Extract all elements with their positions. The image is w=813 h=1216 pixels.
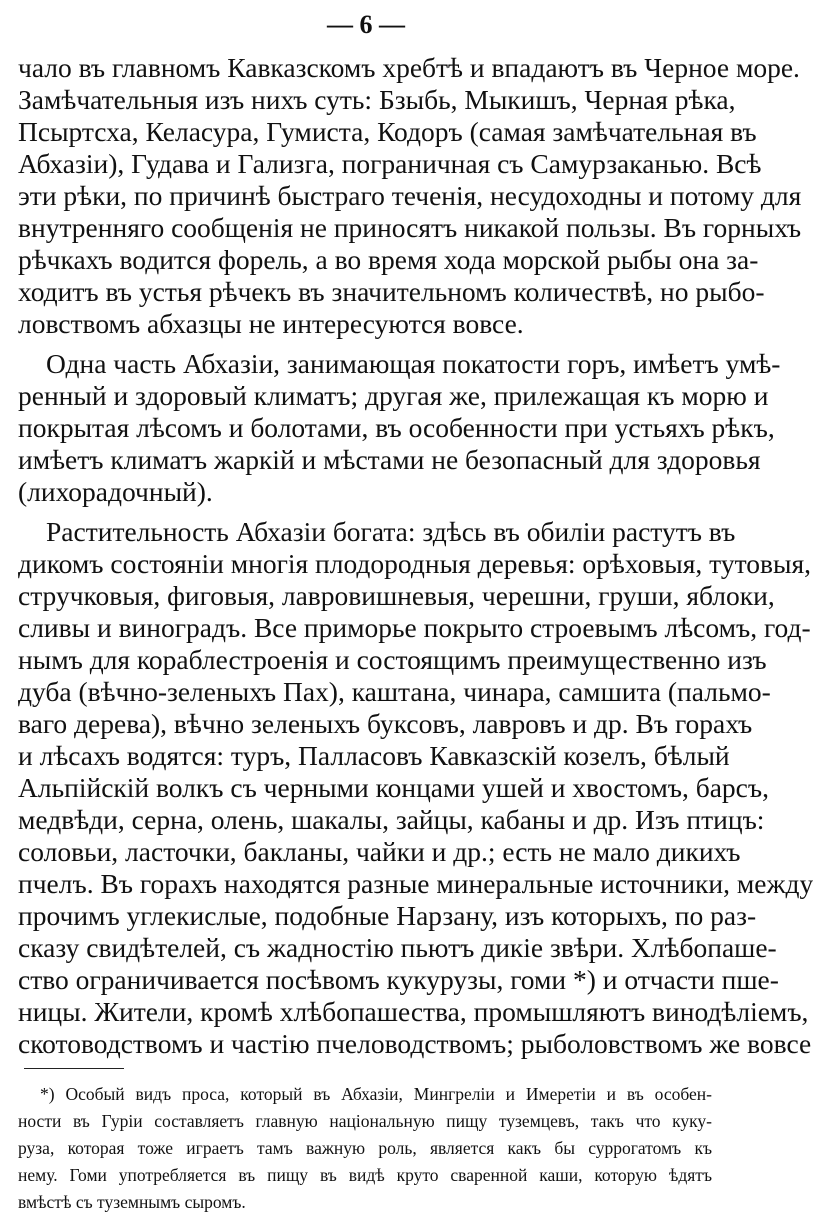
text-line: дикомъ состояніи многія плодородныя деревья: орѣховыя, тутовыя, [18, 548, 811, 579]
text-line: Растительность Абхазіи богата: здѣсь въ обиліи растутъ въ [46, 516, 736, 547]
text-line: прочимъ углекислые, подобные Нарзану, изъ которыхъ, по раз- [18, 900, 757, 931]
text-line: Абхазіи), Гудава и Гализга, пограничная съ Самурзаканью. Всѣ [18, 148, 762, 179]
text-line: Замѣчательныя изъ нихъ суть: Бзыбь, Мыкишъ, Черная рѣка, [18, 84, 736, 115]
text-line: и лѣсахъ водятся: туръ, Палласовъ Кавказскій козелъ, бѣлый [18, 740, 730, 771]
footnote-line: руза, которая тоже играетъ тамъ важную роль, является какъ бы суррогатомъ къ [18, 1138, 712, 1158]
page-number: — 6 — [327, 10, 405, 39]
text-line: Одна часть Абхазіи, занимающая покатости горъ, имѣетъ умѣ- [46, 348, 781, 379]
footnote-line: *) Особый видъ проса, который въ Абхазіи, Мингреліи и Имеретіи и въ особен- [40, 1084, 712, 1104]
footnote-line: вмѣстѣ съ туземнымъ сыромъ. [18, 1192, 246, 1212]
text-line: ство ограничивается посѣвомъ кукурузы, гоми *) и отчасти пше- [18, 964, 779, 995]
text-line: ловствомъ абхазцы не интересуются вовсе. [18, 308, 524, 339]
text-line: покрытая лѣсомъ и болотами, въ особенности при устьяхъ рѣкъ, [18, 412, 775, 443]
text-line: Альпійскій волкъ съ черными концами ушей и хвостомъ, барсъ, [18, 772, 769, 803]
text-line: имѣетъ климатъ жаркій и мѣстами не безопасный для здоровья [18, 444, 761, 475]
footnote-line: нему. Гоми употребляется въ пищу въ видѣ круто сваренной каши, которую ѣдятъ [18, 1165, 712, 1185]
text-line: Псыртсха, Келасура, Гумиста, Кодоръ (самая замѣчательная въ [18, 116, 757, 147]
text-line: сливы и виноградъ. Все приморье покрыто строевымъ лѣсомъ, год- [18, 612, 811, 643]
text-line: рѣчкахъ водится форель, а во время хода морской рыбы она за- [18, 244, 759, 275]
footnote-line: ности въ Гуріи составляетъ главную національную пищу туземцевъ, такъ что куку- [18, 1111, 712, 1131]
text-line: эти рѣки, по причинѣ быстраго теченія, несудоходны и потому для [18, 180, 802, 211]
text-line: дуба (вѣчно-зеленыхъ Пах), каштана, чинара, самшита (пальмо- [18, 676, 771, 707]
text-line: соловьи, ласточки, бакланы, чайки и др.; есть не мало дикихъ [18, 836, 741, 867]
text-line: чало въ главномъ Кавказскомъ хребтѣ и впадаютъ въ Черное море. [18, 52, 800, 83]
text-line: медвѣди, серна, олень, шакалы, зайцы, кабаны и др. Изъ птицъ: [18, 804, 765, 835]
text-line: сказу свидѣтелей, съ жадностію пьютъ дикіе звѣри. Хлѣбопаше- [18, 932, 777, 963]
text-line: ницы. Жители, кромѣ хлѣбопашества, промышляютъ винодѣліемъ, [18, 996, 809, 1027]
text-line: скотоводствомъ и частію пчеловодствомъ; рыболовствомъ же вовсе [18, 1028, 812, 1059]
text-line: стручковыя, фиговыя, лавровишневыя, черешни, груши, яблоки, [18, 580, 775, 611]
text-line: пчелъ. Въ горахъ находятся разные минеральные источники, между [18, 868, 813, 899]
text-line: внутренняго сообщенія не приносятъ никакой пользы. Въ горныхъ [18, 212, 802, 243]
text-line: нымъ для кораблестроенія и состоящимъ преимущественно изъ [18, 644, 767, 675]
text-line: ренный и здоровый климатъ; другая же, прилежащая къ морю и [18, 380, 769, 411]
text-line: ваго дерева), вѣчно зеленыхъ буксовъ, лавровъ и др. Въ горахъ [18, 708, 753, 739]
text-line: ходитъ въ устья рѣчекъ въ значительномъ количествѣ, но рыбо- [18, 276, 765, 307]
text-line: (лихорадочный). [18, 476, 213, 507]
footnote-divider [24, 1068, 124, 1069]
